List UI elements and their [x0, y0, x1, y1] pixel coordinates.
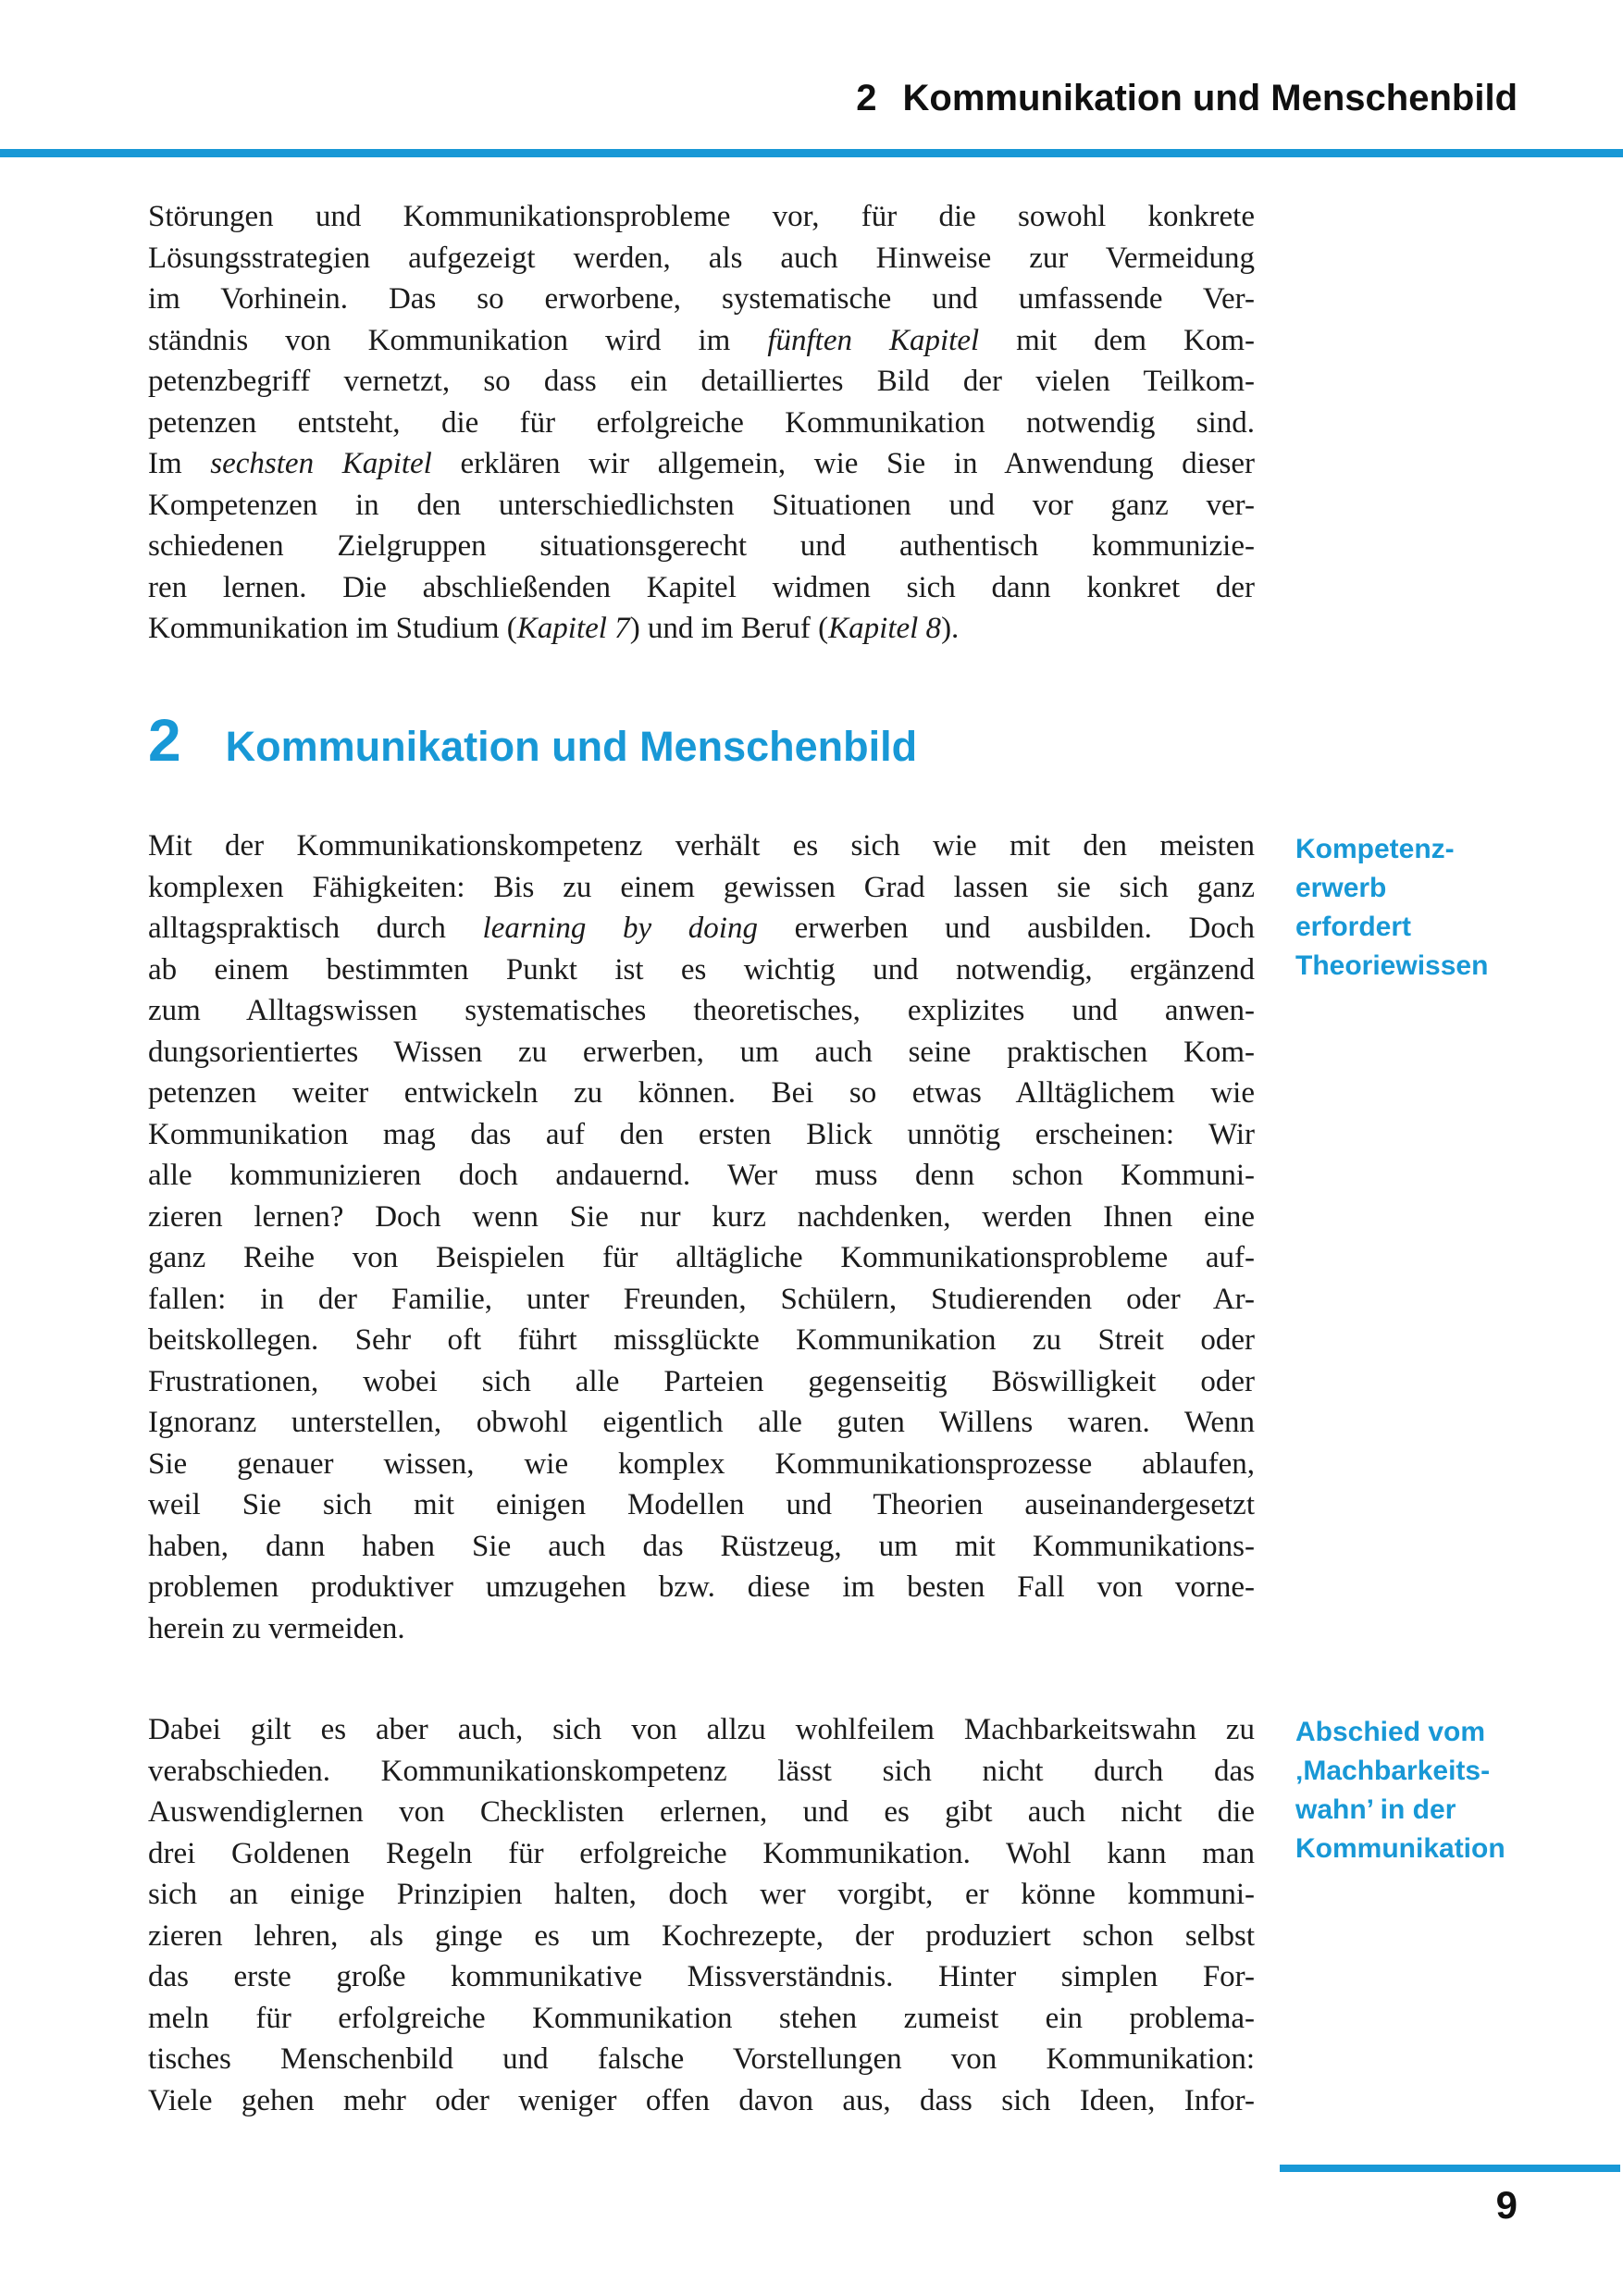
section-title: Kommunikation und Menschenbild [225, 723, 918, 770]
margin-note-kompetenzerwerb: Kompetenz- erwerb erfordert Theoriewissen [1295, 834, 1489, 981]
competence-paragraph: Mit der Kommunikationskompetenz verhält es sich wie mit den meisten komplexen Fähigkeiten: Bis zu einem gewissen Grad lassen sie sich ganz alltagspraktisch durch learning by doing erwerben und ausbilden. Doch ab einem bestimmten Punkt ist es wichtig und notwendig, ergänzend zum Alltagswissen systematisches theoretisches, explizites und anwen- dungsorientiertes Wissen zu erwerben, um auch seine praktischen Kom- petenzen weiter entwickeln zu können. Bei so etwas Alltäglichem wie Kommunikation mag das auf den ersten Blick unnötig erscheinen: Wir alle kommunizieren doch andauernd. Wer muss denn schon Kommuni- zieren lernen? Doch wenn Sie nur kurz nachdenken, werden Ihnen eine ganz Reihe von Beispielen für alltägliche Kommunikationsprobleme auf- fallen: in der Familie, unter Freunden, Schülern, Studierenden oder Ar- beitskollegen. Sehr oft führt missglückte Kommunikation zu Streit oder Frustrationen, wobei sich alle Parteien gegenseitig Böswilligkeit oder Ignoranz unterstellen, obwohl eigentlich alle guten Willens waren. Wenn Sie genauer wissen, wie komplex Kommunikationsprozesse ablaufen, weil Sie sich mit einigen Modellen und Theorien auseinandergesetzt haben, dann haben Sie auch das Rüstzeug, um mit Kommunikations- problemen produktiver umzugehen bzw. diese im besten Fall von vorne- herein zu vermeiden. [148, 829, 1255, 1645]
intro-paragraph: Störungen und Kommunikationsprobleme vor, für die sowohl konkrete Lösungsstrategien aufgezeigt werden, als auch Hinweise zur Vermeidung im Vorhinein. Das so erworbene, systematische und umfassende Ver- ständnis von Kommunikation wird im fünften Kapitel mit dem Kom- petenzbegriff vernetzt, so dass ein detailliertes Bild der vielen Teilkom- petenzen entsteht, die für erfolgreiche Kommunikation notwendig sind. Im sechsten Kapitel erklären wir allgemein, wie Sie in Anwendung dieser Kompetenzen in den unterschiedlichsten Situationen und vor ganz ver- schiedenen Zielgruppen situationsgerecht und authentisch kommunizie- ren lernen. Die abschließenden Kapitel widmen sich dann konkret der Kommunikation im Studium (Kapitel 7) und im Beruf (Kapitel 8). [148, 200, 1255, 645]
section-heading [148, 707, 918, 774]
margin-note-machbarkeitswahn: Abschied vom ‚Machbarkeits- wahn’ in der Kommunikation [1295, 1717, 1505, 1864]
running-head-chapter-number: 2 [856, 78, 877, 118]
section-number: 2 [148, 707, 181, 774]
header-rule [0, 149, 1623, 157]
machbarkeit-paragraph: Dabei gilt es aber auch, sich von allzu wohlfeilem Machbarkeitswahn zu verabschieden. Kommunikationskompetenz lässt sich nicht durch das Auswendiglernen von Checklisten erlernen, und es gibt auch nicht die drei Goldenen Regeln für erfolgreiche Kommunikation. Wohl kann man sich an einige Prinzipien halten, doch wer vorgibt, er könne kommuni- zieren lehren, als ginge es um Kochrezepte, der produziert schon selbst das erste große kommunikative Missverständnis. Hinter simplen For- meln für erfolgreiche Kommunikation stehen zumeist ein problema- tisches Menschenbild und falsche Vorstellungen von Kommunikation: Viele gehen mehr oder weniger offen davon aus, dass sich Ideen, Infor- [148, 1713, 1255, 2117]
running-head-chapter-title: Kommunikation und Menschenbild [902, 78, 1518, 118]
footer-rule [1280, 2165, 1620, 2172]
page-number: 9 [1495, 2183, 1518, 2227]
running-head [0, 80, 1518, 117]
